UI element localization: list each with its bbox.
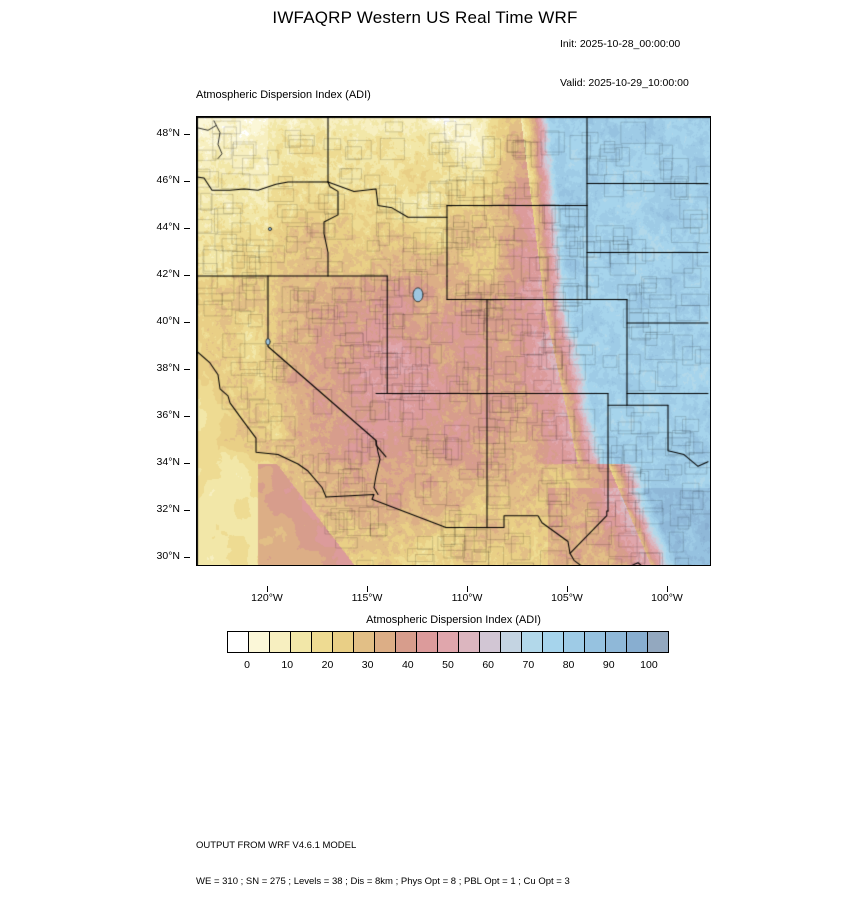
valid-time: Valid: 2025-10-29_10:00:00: [560, 77, 689, 89]
longitude-tick-label: 115°W: [351, 592, 383, 604]
colorbar-swatch: [248, 632, 269, 652]
model-config-line: WE = 310 ; SN = 275 ; Levels = 38 ; Dis = 8km ; Phys Opt = 8 ; PBL Opt = 1 ; Cu Opt = 3: [196, 876, 570, 887]
latitude-tick-label: 36°N: [156, 409, 180, 421]
colorbar-swatch: [605, 632, 626, 652]
longitude-tick-label: 105°W: [551, 592, 583, 604]
latitude-tick-label: 48°N: [156, 127, 180, 139]
run-time-block: [560, 12, 689, 103]
page-title: IWFAQRP Western US Real Time WRF: [272, 8, 578, 27]
map-plot-area[interactable]: [196, 116, 711, 566]
colorbar-tick-label: 90: [602, 659, 615, 671]
colorbar-swatch: [353, 632, 374, 652]
latitude-tick-label: 46°N: [156, 174, 180, 186]
colorbar-swatch: [416, 632, 437, 652]
latitude-tick-label: 42°N: [156, 268, 180, 280]
latitude-tick-label: 38°N: [156, 362, 180, 374]
longitude-axis: [196, 586, 711, 606]
latitude-axis: [140, 116, 190, 566]
longitude-tick-mark: [367, 586, 368, 592]
latitude-tick-label: 44°N: [156, 221, 180, 233]
longitude-tick-label: 110°W: [451, 592, 483, 604]
colorbar-swatch: [332, 632, 353, 652]
colorbar-swatch: [647, 632, 668, 652]
colorbar-tick-label: 50: [442, 659, 454, 671]
colorbar-swatch: [563, 632, 584, 652]
latitude-tick-mark: [184, 416, 190, 417]
latitude-tick-mark: [184, 275, 190, 276]
colorbar-tick-label: 80: [562, 659, 575, 671]
model-info-footer: [196, 816, 570, 900]
model-version-line: OUTPUT FROM WRF V4.6.1 MODEL: [196, 840, 357, 851]
latitude-tick-label: 34°N: [156, 456, 180, 468]
latitude-tick-mark: [184, 510, 190, 511]
colorbar-swatch: [626, 632, 647, 652]
init-time: Init: 2025-10-28_00:00:00: [560, 38, 681, 50]
latitude-tick-mark: [184, 228, 190, 229]
latitude-tick-label: 30°N: [156, 550, 180, 562]
colorbar: [227, 631, 669, 653]
colorbar-swatch: [290, 632, 311, 652]
colorbar-swatch: [311, 632, 332, 652]
colorbar-swatch: [437, 632, 458, 652]
colorbar-tick-label: 40: [401, 659, 414, 671]
colorbar-tick-label: 10: [281, 659, 294, 671]
colorbar-swatch: [521, 632, 542, 652]
colorbar-tick-labels: [227, 659, 669, 675]
colorbar-tick-label: 70: [522, 659, 535, 671]
colorbar-swatch: [479, 632, 500, 652]
colorbar-swatch: [458, 632, 479, 652]
latitude-tick-mark: [184, 181, 190, 182]
latitude-tick-mark: [184, 463, 190, 464]
latitude-tick-mark: [184, 134, 190, 135]
colorbar-swatch: [228, 632, 248, 652]
colorbar-tick-label: 100: [640, 659, 658, 671]
latitude-tick-mark: [184, 557, 190, 558]
longitude-tick-mark: [667, 586, 668, 592]
latitude-tick-mark: [184, 322, 190, 323]
colorbar-tick-label: 60: [482, 659, 495, 671]
longitude-tick-label: 100°W: [651, 592, 683, 604]
latitude-tick-label: 40°N: [156, 315, 180, 327]
longitude-tick-mark: [267, 586, 268, 592]
colorbar-swatch: [500, 632, 521, 652]
colorbar-swatch: [395, 632, 416, 652]
colorbar-tick-label: 20: [321, 659, 334, 671]
longitude-tick-label: 120°W: [251, 592, 283, 604]
plot-title: Atmospheric Dispersion Index (ADI): [196, 89, 371, 101]
colorbar-swatch: [374, 632, 395, 652]
latitude-tick-label: 32°N: [156, 503, 180, 515]
colorbar-tick-label: 0: [244, 659, 250, 671]
colorbar-title: Atmospheric Dispersion Index (ADI): [366, 614, 541, 626]
latitude-tick-mark: [184, 369, 190, 370]
colorbar-swatch: [584, 632, 605, 652]
colorbar-tick-label: 30: [361, 659, 374, 671]
longitude-tick-mark: [467, 586, 468, 592]
longitude-tick-mark: [567, 586, 568, 592]
map-raster: [197, 117, 711, 566]
colorbar-swatch: [542, 632, 563, 652]
colorbar-swatch: [269, 632, 290, 652]
